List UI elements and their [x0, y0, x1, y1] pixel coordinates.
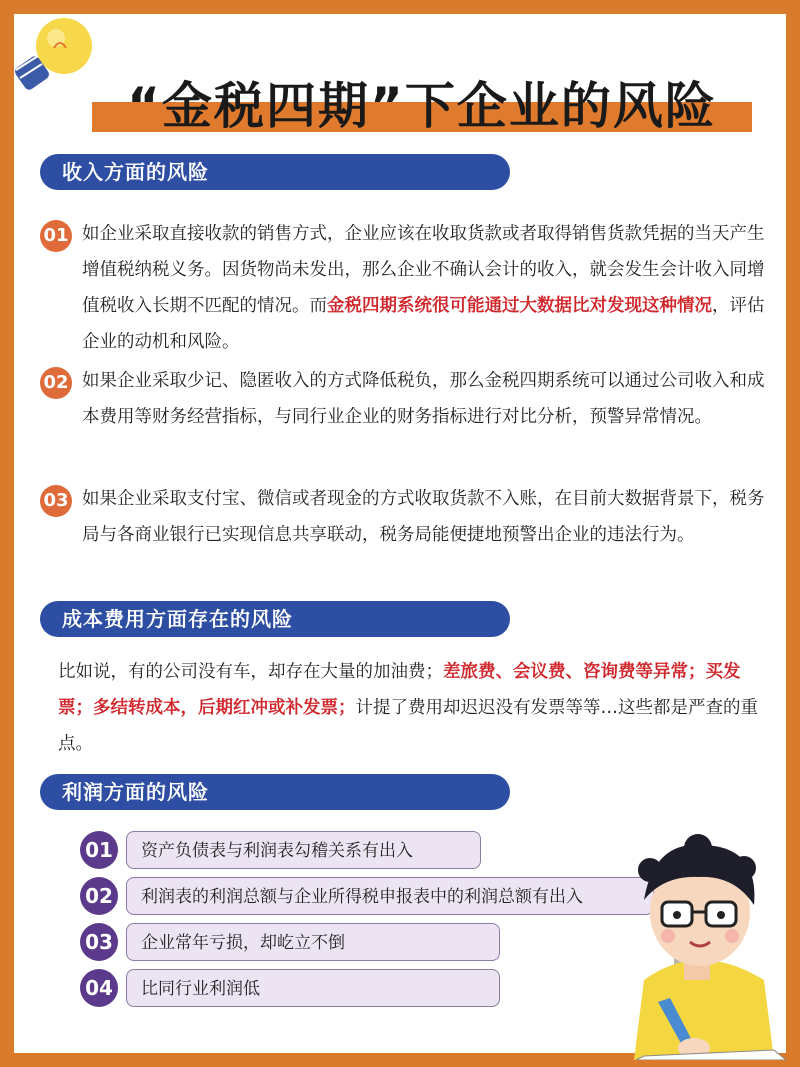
section-heading-cost: 成本费用方面存在的风险: [40, 601, 510, 637]
profit-text: 资产负债表与利润表勾稽关系有出入: [126, 831, 481, 869]
page-title: “金税四期”下企业的风险: [127, 77, 717, 135]
profit-number: 02: [80, 877, 118, 915]
profit-text: 企业常年亏损，却屹立不倒: [126, 923, 500, 961]
lightbulb-icon: [4, 8, 104, 108]
item-text: 如果企业采取少记、隐匿收入的方式降低税负，那么金税四期系统可以通过公司收入和成本费用等财务经营指标，与同行业企业的财务指标进行对比分析，预警异常情况。: [82, 371, 765, 427]
title-block: [92, 62, 752, 135]
item-number: 02: [40, 367, 72, 399]
section-heading-profit: 利润方面的风险: [40, 774, 510, 810]
item-number: 03: [40, 485, 72, 517]
item-text-a: 如企业采取直接收款的销售方式，企业应该在收取货款或者取得销售货款凭据的当天产生增值税纳税义务。因货物尚未发出，那么企业不确认会计的收入，就会发生会计收入同增值税收入长期不匹配的情况。而: [82, 224, 765, 316]
profit-number: 04: [80, 969, 118, 1007]
cost-paragraph: [58, 654, 758, 762]
item-text: 如果企业采取支付宝、微信或者现金的方式收取货款不入账，在目前大数据背景下，税务局与各商业银行已实现信息共享联动，税务局能便捷地预警出企业的违法行为。: [82, 489, 765, 545]
section-heading-income: 收入方面的风险: [40, 154, 510, 190]
item-number: 01: [40, 220, 72, 252]
item-highlight: 金税四期系统很可能通过大数据比对发现这种情况: [327, 296, 712, 316]
income-item-2: [40, 363, 770, 463]
profit-number: 01: [80, 831, 118, 869]
cost-text-a: 比如说，有的公司没有车，却存在大量的加油费；: [58, 662, 443, 682]
cost-text-b: 计提了费用却迟迟没有发票等等…这些都是严查的重点。: [58, 698, 758, 754]
profit-number: 03: [80, 923, 118, 961]
income-item-1: [40, 216, 770, 352]
profit-text: 利润表的利润总额与企业所得税申报表中的利润总额有出入: [126, 877, 654, 915]
cartoon-boy-illustration: [614, 830, 786, 1060]
item-text: [82, 216, 772, 360]
item-text-b: ，评估企业的动机和风险。: [82, 296, 765, 352]
cost-highlight: 差旅费、会议费、咨询费等异常；买发票；多结转成本，后期红冲或补发票；: [58, 662, 741, 718]
profit-text: 比同行业利润低: [126, 969, 500, 1007]
income-item-3: [40, 481, 770, 581]
